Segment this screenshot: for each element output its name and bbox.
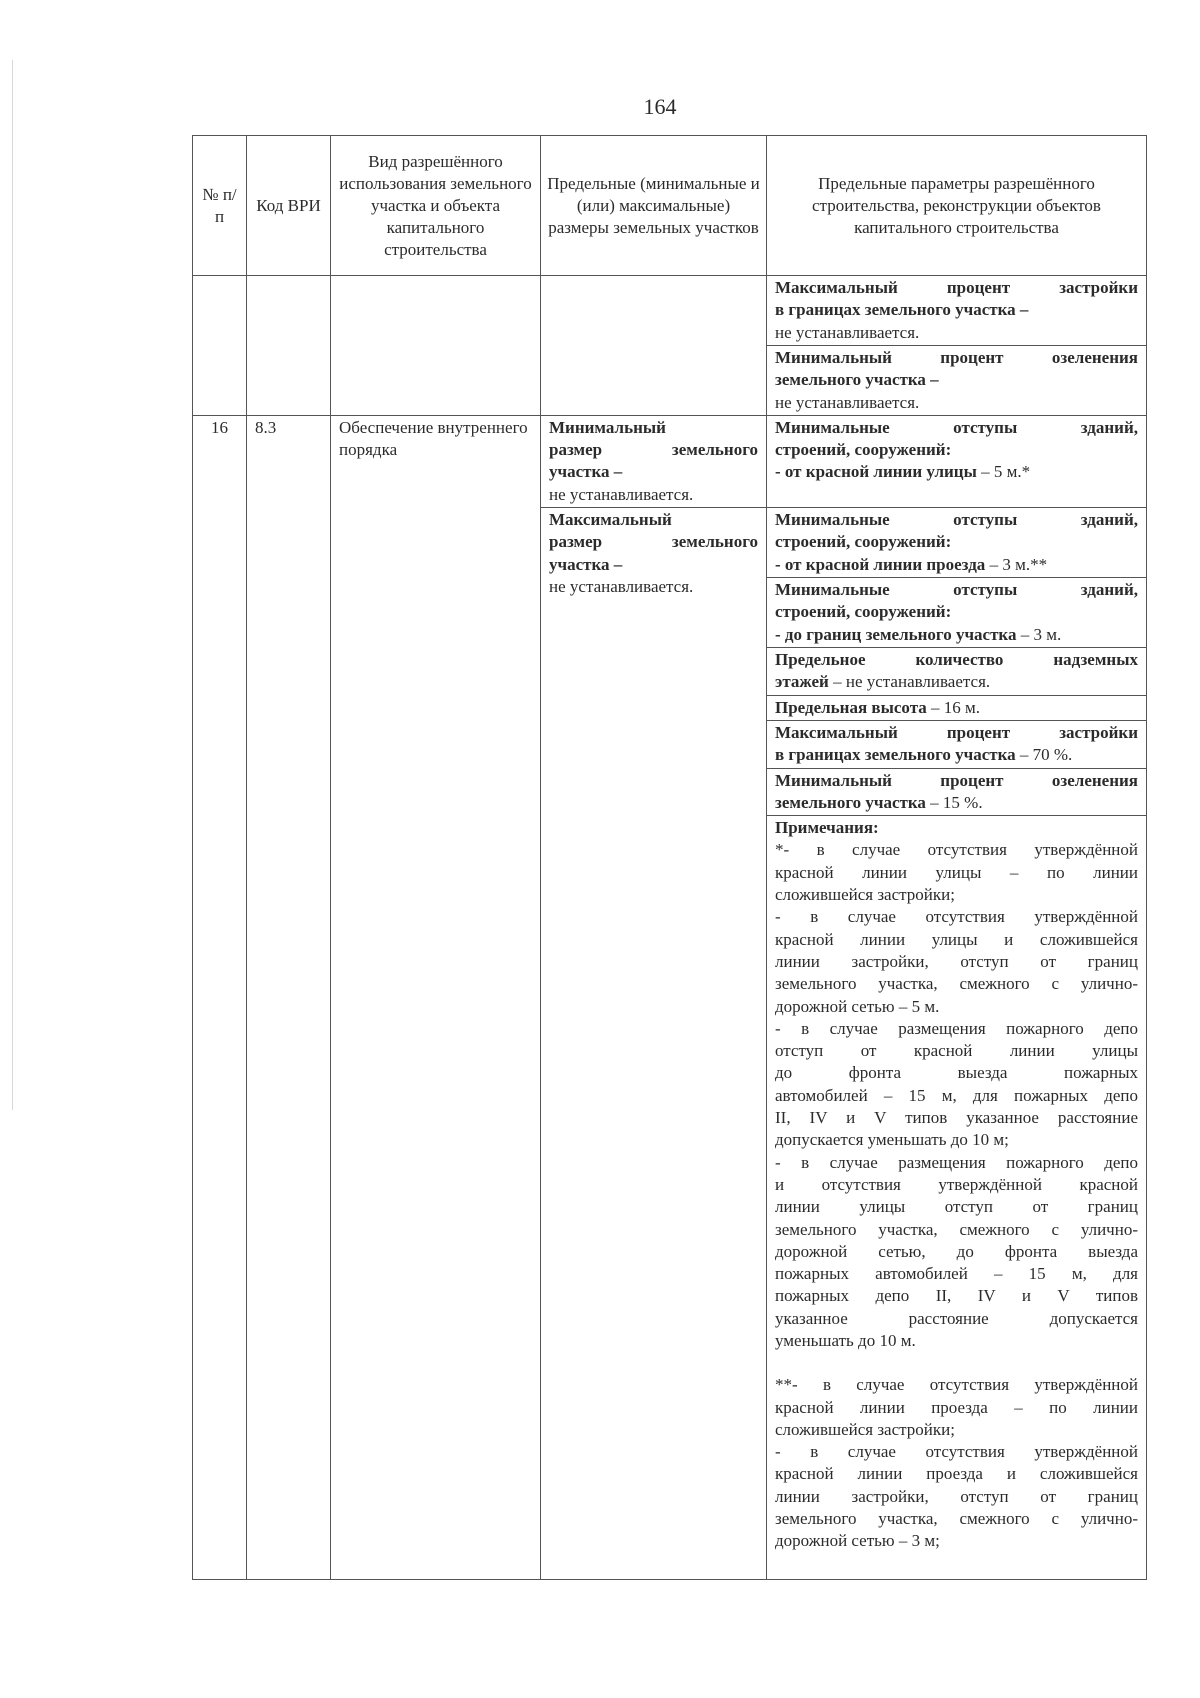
row16-num: 16	[193, 415, 247, 1579]
cont-code-cell	[247, 276, 331, 416]
param-cell-min-setback-street: Минимальные отступы зданий, строений, сооружений: - от красной линии улицы – 5 м.*	[767, 415, 1147, 507]
scan-margin-line	[12, 60, 13, 1110]
notes-line: земельного участка, смежного с улично-	[775, 1219, 1138, 1239]
row16-size-max: Максимальный размер земельного участка – не устанавливается.	[541, 508, 767, 1580]
notes-line: линии застройки, отступ от границ	[775, 951, 1138, 971]
notes-line: - в случае отсутствия утверждённой	[775, 1442, 1138, 1462]
table-row-continued-1	[193, 276, 1147, 346]
notes-gap	[775, 1352, 1138, 1374]
header-type: Вид разрешённого использования земельного участка и объекта капитального строительства	[331, 136, 541, 276]
notes-line: красной линии улицы и сложившейся	[775, 929, 1138, 949]
notes-line: - в случае размещения пожарного депо	[775, 1152, 1138, 1172]
cont-sizes-cell	[541, 276, 767, 416]
notes-line: допускается уменьшать до 10 м;	[775, 1130, 1009, 1150]
header-sizes: Предельные (минимальные и (или) максимальные) размеры земельных участков	[541, 136, 767, 276]
notes-line: земельного участка, смежного с улично-	[775, 974, 1138, 994]
notes-line: - в случае отсутствия утверждённой	[775, 907, 1138, 927]
notes-line: *- в случае отсутствия утверждённой	[775, 840, 1138, 860]
header-num: № п/п	[193, 136, 247, 276]
notes-line: линии улицы отступ от границ	[775, 1197, 1138, 1217]
notes-line: указанное расстояние допускается	[775, 1308, 1138, 1328]
notes-line: II, IV и V типов указанное расстояние	[775, 1108, 1138, 1128]
notes-line: сложившейся застройки;	[775, 1419, 955, 1439]
table-header-row	[193, 136, 1147, 276]
notes-title: Примечания:	[775, 818, 879, 838]
notes-text	[775, 839, 1138, 1552]
param-cell-height: Предельная высота – 16 м.	[767, 695, 1147, 720]
row16-code: 8.3	[247, 415, 331, 1579]
notes-line: и отсутствия утверждённой красной	[775, 1174, 1138, 1194]
cont-type-cell	[331, 276, 541, 416]
notes-line: - в случае размещения пожарного депо	[775, 1018, 1138, 1038]
regulations-table	[192, 135, 1147, 1580]
notes-line: **- в случае отсутствия утверждённой	[775, 1375, 1138, 1395]
notes-line: пожарных депо II, IV и V типов	[775, 1286, 1138, 1306]
notes-line: дорожной сетью, до фронта выезда	[775, 1241, 1138, 1261]
notes-line: автомобилей – 15 м, для пожарных депо	[775, 1085, 1138, 1105]
notes-line: сложившейся застройки;	[775, 885, 955, 905]
notes-line: отступ от красной линии улицы	[775, 1041, 1138, 1061]
cont-num-cell	[193, 276, 247, 416]
notes-line: уменьшать до 10 м.	[775, 1330, 916, 1350]
page-number: 164	[643, 94, 677, 119]
notes-line: пожарных автомобилей – 15 м, для	[775, 1264, 1138, 1284]
notes-line: красной линии проезда и сложившейся	[775, 1464, 1138, 1484]
param-cell-min-setback-passage: Минимальные отступы зданий, строений, сооружений: - от красной линии проезда – 3 м.**	[767, 508, 1147, 578]
table-row-16	[193, 415, 1147, 507]
notes-line: красной линии проезда – по линии	[775, 1397, 1138, 1417]
notes-line: линии застройки, отступ от границ	[775, 1486, 1138, 1506]
param-cell-cont-min-greening: Минимальный процент озеленения земельного участка – не устанавливается.	[767, 346, 1147, 416]
notes-line: дорожной сетью – 3 м;	[775, 1531, 940, 1551]
param-cell-min-setback-boundary: Минимальные отступы зданий, строений, сооружений: - до границ земельного участка – 3 м.	[767, 578, 1147, 648]
param-cell-cont-max-coverage: Максимальный процент застройки в границах земельного участка – не устанавливается.	[767, 276, 1147, 346]
param-cell-max-coverage: Максимальный процент застройки в границах земельного участка – 70 %.	[767, 720, 1147, 768]
param-cell-min-greening: Минимальный процент озеленения земельного участка – 15 %.	[767, 768, 1147, 816]
header-params: Предельные параметры разрешённого строительства, реконструкции объектов капитального строительства	[767, 136, 1147, 276]
notes-cell	[767, 816, 1147, 1580]
notes-line: красной линии улицы – по линии	[775, 862, 1138, 882]
param-cell-floors: Предельное количество надземных этажей – не устанавливается.	[767, 648, 1147, 696]
notes-line: земельного участка, смежного с улично-	[775, 1509, 1138, 1529]
row16-size-min: Минимальный размер земельного участка – не устанавливается.	[541, 415, 767, 507]
notes-line: до фронта выезда пожарных	[775, 1063, 1138, 1083]
row16-type: Обеспечение внутреннего порядка	[331, 415, 541, 1579]
notes-line: дорожной сетью – 5 м.	[775, 996, 940, 1016]
header-code: Код ВРИ	[247, 136, 331, 276]
